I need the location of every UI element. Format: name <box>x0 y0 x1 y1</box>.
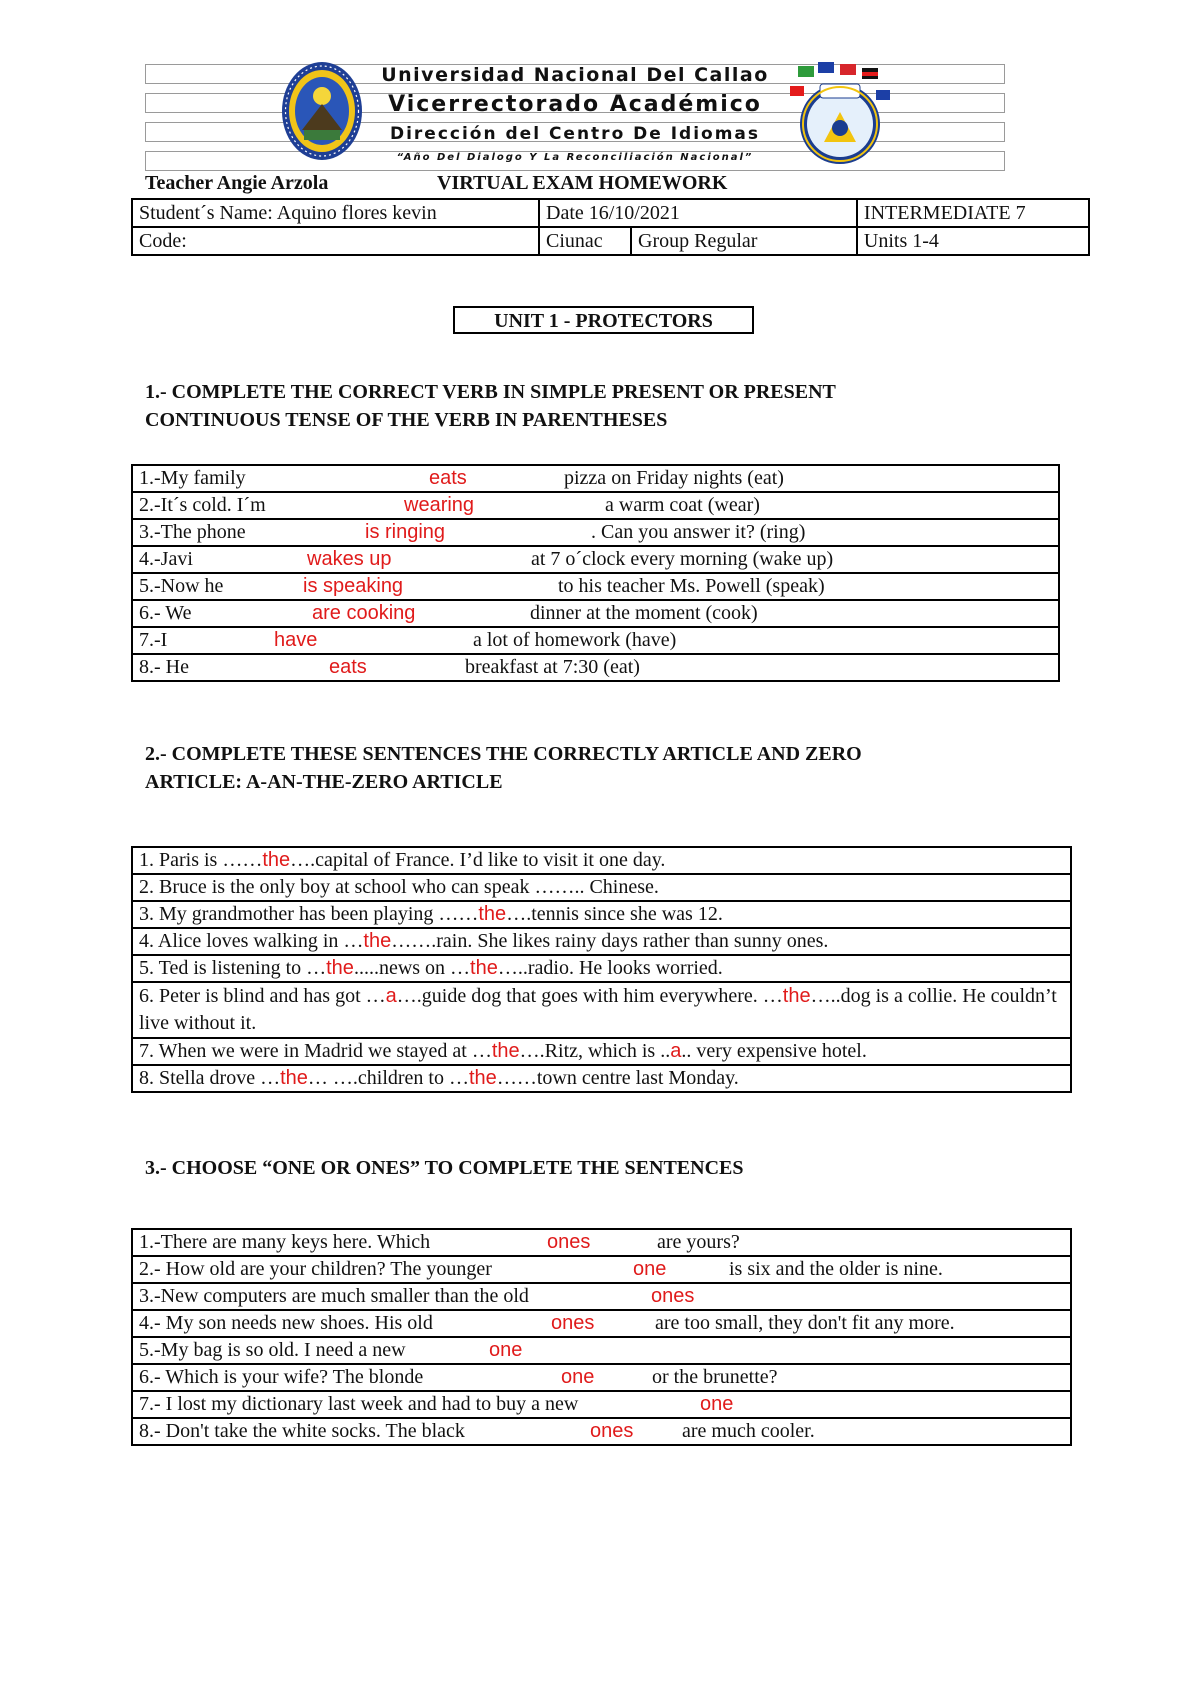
sentence-end: are yours? <box>657 1231 740 1253</box>
table-row <box>132 955 1071 982</box>
sentence-text: ….capital of France. I’d like to visit it one day. <box>290 849 666 871</box>
info-row <box>132 199 1089 227</box>
sentence-text: …….rain. She likes rainy days rather than sunny ones. <box>391 930 829 952</box>
sentence-text: 8. Stella drove … <box>139 1067 281 1089</box>
student-info-table <box>131 198 1090 256</box>
answer-field[interactable]: the <box>469 1067 497 1089</box>
answer-field[interactable]: the <box>491 1040 520 1062</box>
sentence-start: 5.-Now he <box>139 575 224 597</box>
direccion-title: Dirección del Centro De Idiomas <box>389 124 761 144</box>
answer-field[interactable]: is speaking <box>303 575 404 597</box>
sentence-end: a lot of homework (have) <box>473 629 677 651</box>
sentence-start: 6.- Which is your wife? The blonde <box>139 1366 424 1388</box>
table-row <box>132 1418 1071 1445</box>
sentence-text: ….guide dog that goes with him everywhere. … <box>396 985 783 1007</box>
table-row <box>132 1256 1071 1283</box>
sentence-end: a warm coat (wear) <box>605 494 760 516</box>
table-row <box>132 1310 1071 1337</box>
sentence-end: are too small, they don't fit any more. <box>655 1312 955 1334</box>
university-seal-logo <box>280 60 364 162</box>
answer-field[interactable]: the <box>280 1067 308 1089</box>
table-row <box>132 1283 1071 1310</box>
sentence-start: 4.- My son needs new shoes. His old <box>139 1312 433 1334</box>
section1-title <box>145 378 1045 434</box>
answer-field[interactable]: ones <box>547 1231 591 1253</box>
student-name: Student´s Name: Aquino flores kevin <box>132 199 539 227</box>
answer-field[interactable]: the <box>782 985 811 1007</box>
sentence-start: 7.- I lost my dictionary last week and had to buy a new <box>139 1393 579 1415</box>
section3-title: 3.- CHOOSE “ONE OR ONES” TO COMPLETE THE SENTENCES <box>145 1157 744 1179</box>
answer-field[interactable]: the <box>262 849 291 871</box>
table-row <box>132 982 1071 1038</box>
answer-field[interactable]: wearing <box>404 494 475 516</box>
sentence-start: 3.-New computers are much smaller than the old <box>139 1285 529 1307</box>
answer-field[interactable]: have <box>274 629 318 651</box>
sentence-end: breakfast at 7:30 (eat) <box>465 656 640 678</box>
answer-field[interactable]: one <box>633 1258 667 1280</box>
table-row <box>132 1364 1071 1391</box>
motto: “Año Del Dialogo Y La Reconciliación Nacional” <box>396 152 754 163</box>
table-row <box>132 519 1059 546</box>
sentence-start: 2.- How old are your children? The younger <box>139 1258 492 1280</box>
sentence-text: 7. When we were in Madrid we stayed at … <box>139 1040 492 1062</box>
institution: Ciunac <box>539 227 631 255</box>
sentence-text: 1. Paris is …… <box>139 849 263 871</box>
table-row <box>132 1038 1071 1065</box>
sentence-start: 4.-Javi <box>139 548 193 570</box>
sentence-text: …..radio. He looks worried. <box>497 957 723 979</box>
answer-field[interactable]: ones <box>551 1312 595 1334</box>
table-row <box>132 847 1071 874</box>
answer-field[interactable]: ones <box>651 1285 695 1307</box>
table-row <box>132 1065 1071 1092</box>
sentence-text: 2. Bruce is the only boy at school who can speak …….. Chinese. <box>139 876 659 898</box>
table-row <box>132 627 1059 654</box>
sentence-start: 1.-My family <box>139 467 246 489</box>
table-row <box>132 901 1071 928</box>
answer-field[interactable]: a <box>670 1040 682 1062</box>
table-row <box>132 1229 1071 1256</box>
sentence-end: are much cooler. <box>682 1420 815 1442</box>
answer-field[interactable]: the <box>478 903 507 925</box>
answer-field[interactable]: eats <box>329 656 367 678</box>
sentence-text: 6. Peter is blind and has got … <box>139 985 386 1007</box>
student-code: Code: <box>132 227 539 255</box>
sentence-start: 3.-The phone <box>139 521 246 543</box>
section2-title-line: 2.- COMPLETE THESE SENTENCES THE CORRECTLY ARTICLE AND ZERO <box>145 743 862 765</box>
table-row <box>132 492 1059 519</box>
sentence-text: 4. Alice loves walking in … <box>139 930 364 952</box>
sentence-end: is six and the older is nine. <box>729 1258 943 1280</box>
ciunac-logo <box>790 62 890 170</box>
sentence-text: … ….children to … <box>307 1067 469 1089</box>
sentence-text: .....news on … <box>353 957 471 979</box>
table-row <box>132 600 1059 627</box>
sentence-start: 5.-My bag is so old. I need a new <box>139 1339 406 1361</box>
exam-date: Date 16/10/2021 <box>539 199 857 227</box>
verb-exercise-table <box>131 464 1060 682</box>
info-row <box>132 227 1089 255</box>
answer-field[interactable]: a <box>385 985 397 1007</box>
table-row <box>132 1337 1071 1364</box>
sentence-text: 3. My grandmother has been playing …… <box>139 903 479 925</box>
course-level: INTERMEDIATE 7 <box>857 199 1089 227</box>
exam-title: VIRTUAL EXAM HOMEWORK <box>437 172 728 194</box>
sentence-start: 8.- He <box>139 656 189 678</box>
answer-field[interactable]: ones <box>590 1420 634 1442</box>
sentence-end: to his teacher Ms. Powell (speak) <box>558 575 825 597</box>
answer-field[interactable]: the <box>363 930 392 952</box>
answer-field[interactable]: is ringing <box>365 521 446 543</box>
sentence-start: 2.-It´s cold. I´m <box>139 494 266 516</box>
group: Group Regular <box>631 227 857 255</box>
teacher-name: Teacher Angie Arzola <box>145 172 329 194</box>
article-exercise-table <box>131 846 1072 1093</box>
answer-field[interactable]: one <box>700 1393 734 1415</box>
sentence-end: dinner at the moment (cook) <box>530 602 758 624</box>
vicerrectorado-title: Vicerrectorado Académico <box>388 92 762 117</box>
university-name: Universidad Nacional Del Callao <box>381 64 769 86</box>
sentence-text: ……town centre last Monday. <box>496 1067 739 1089</box>
unit-title: UNIT 1 - PROTECTORS <box>453 306 754 334</box>
table-row <box>132 654 1059 681</box>
answer-field[interactable]: the <box>470 957 498 979</box>
sentence-end: or the brunette? <box>652 1366 778 1388</box>
sentence-start: 7.-I <box>139 629 168 651</box>
sentence-end: pizza on Friday nights (eat) <box>564 467 784 489</box>
answer-field[interactable]: wakes up <box>307 548 392 570</box>
sentence-text: ….tennis since she was 12. <box>506 903 723 925</box>
answer-field[interactable]: eats <box>429 467 467 489</box>
section1-title-line: CONTINUOUS TENSE OF THE VERB IN PARENTHESES <box>145 409 668 431</box>
sentence-start: 8.- Don't take the white socks. The black <box>139 1420 465 1442</box>
table-row <box>132 546 1059 573</box>
table-row <box>132 874 1071 901</box>
table-row <box>132 928 1071 955</box>
section1-title-line: 1.- COMPLETE THE CORRECT VERB IN SIMPLE PRESENT OR PRESENT <box>145 381 836 403</box>
sentence-text: …..dog is a collie. He couldn’t live without it. <box>139 985 1057 1034</box>
table-row <box>132 573 1059 600</box>
table-row <box>132 1391 1071 1418</box>
units: Units 1-4 <box>857 227 1089 255</box>
answer-field[interactable]: the <box>326 957 354 979</box>
section2-title-line: ARTICLE: A-AN-THE-ZERO ARTICLE <box>145 771 503 793</box>
sentence-text: .. very expensive hotel. <box>681 1040 867 1062</box>
one-ones-exercise-table <box>131 1228 1072 1446</box>
sentence-text: ….Ritz, which is .. <box>519 1040 671 1062</box>
sentence-start: 6.- We <box>139 602 192 624</box>
table-row <box>132 465 1059 492</box>
sentence-start: 1.-There are many keys here. Which <box>139 1231 431 1253</box>
answer-field[interactable]: one <box>561 1366 595 1388</box>
sentence-end: . Can you answer it? (ring) <box>591 521 806 543</box>
section2-title <box>145 740 1045 796</box>
sentence-text: 5. Ted is listening to … <box>139 957 327 979</box>
answer-field[interactable]: are cooking <box>312 602 416 624</box>
answer-field[interactable]: one <box>489 1339 523 1361</box>
sentence-end: at 7 o´clock every morning (wake up) <box>531 548 834 570</box>
